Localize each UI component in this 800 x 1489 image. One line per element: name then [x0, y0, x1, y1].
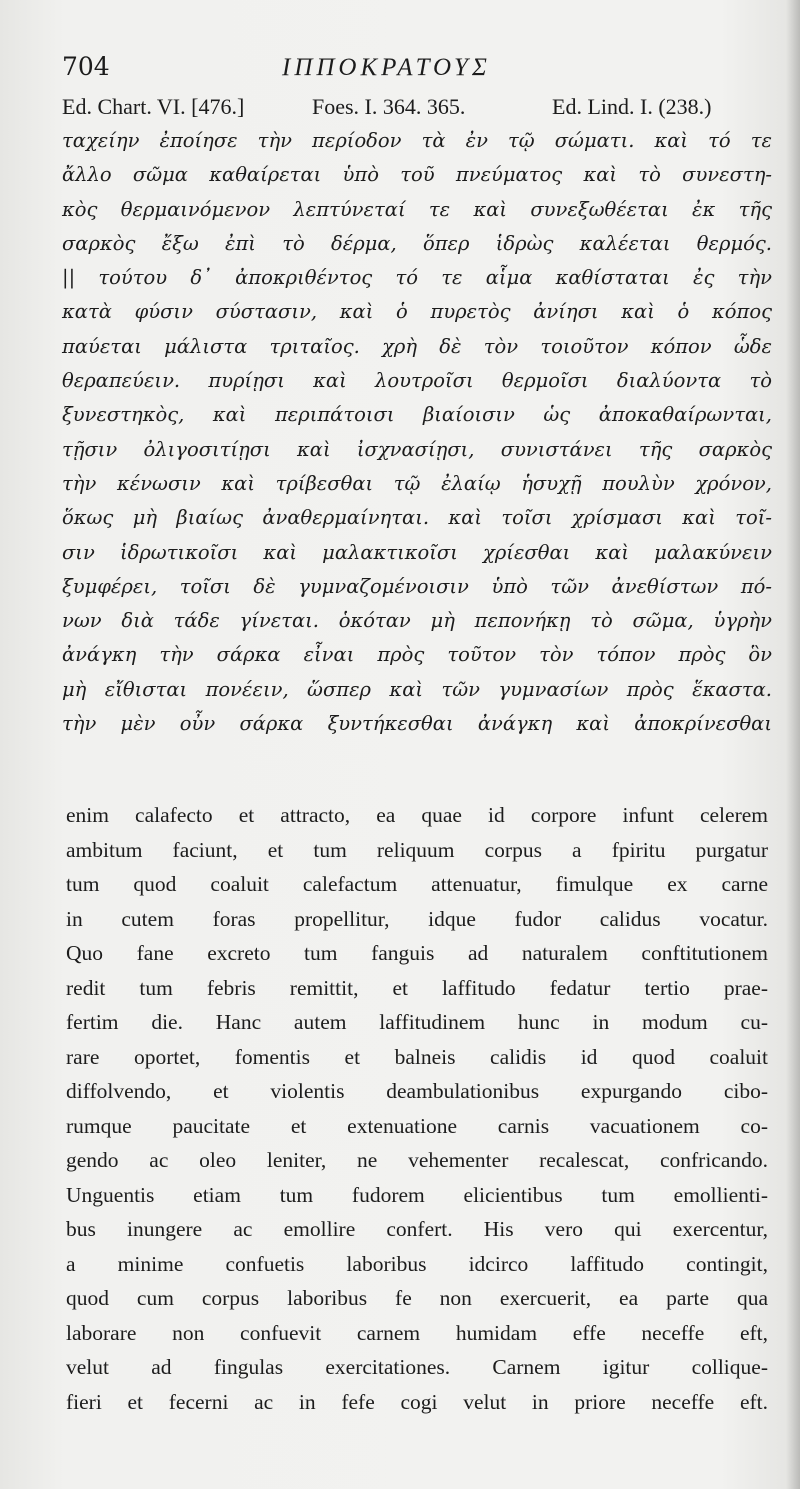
latin-text-line: tum quod coaluit calefactum attenuatur, fimulque ex carne: [66, 872, 768, 896]
latin-text-line: laborare non confuevit carnem humidam effe neceffe eft,: [66, 1320, 768, 1345]
foes-reference: Foes. I. 364. 365.: [312, 94, 466, 119]
latin-text-line: rare oportet, fomentis et balneis calidis id quod coaluit: [66, 1044, 768, 1069]
greek-text-line: ξυμφέρει, τοῖσι δὲ γυμναζομένοισιν ὑπὸ τῶν ἀνεθίστων πό-: [62, 574, 772, 598]
greek-text-block: [62, 124, 772, 741]
page-spine-shadow: [786, 0, 800, 1489]
latin-text-line: gendo ac oleo leniter, ne vehementer recalescat, confricando.: [66, 1148, 768, 1172]
greek-text-line: ἀνάγκη τὴν σάρκα εἶναι πρὸς τοῦτον τὸν τόπον πρὸς ὃν: [62, 643, 772, 667]
greek-text-line: κατὰ φύσιν σύστασιν, καὶ ὁ πυρετὸς ἀνίησι καὶ ὁ κόπος: [62, 300, 772, 324]
greek-text-line: ξυνεστηκὸς, καὶ περιπάτοισι βιαίοισιν ὡς ἀποκαθαίρωνται,: [62, 403, 772, 427]
greek-text-line: θεραπεύειν. πυρίῃσι καὶ λουτροῖσι θερμοῖσι διαλύοντα τὸ: [62, 369, 772, 393]
latin-translation-block: [66, 798, 768, 1419]
greek-text-line: ἄλλο σῶμα καθαίρεται ὑπὸ τοῦ πνεύματος καὶ τὸ συνεστη-: [62, 163, 772, 187]
latin-text-line: Unguentis etiam tum fudorem elicientibus tum emollienti-: [66, 1182, 768, 1207]
latin-text-line: quod cum corpus laboribus fe non exercuerit, ea parte qua: [66, 1286, 768, 1310]
running-title: ΙΠΠΟΚΡΑΤΟΥΣ: [282, 54, 491, 81]
greek-text-line: τὴν μὲν οὖν σάρκα ξυντήκεσθαι ἀνάγκη καὶ ἀποκρίνεσθαι: [62, 712, 772, 736]
greek-text-line: ὅκως μὴ βιαίως ἀναθερμαίνηται. καὶ τοῖσι χρίσμασι καὶ τοῖ-: [62, 506, 772, 530]
greek-text-line: μὴ εἴθισται πονέειν, ὥσπερ καὶ τῶν γυμνασίων πρὸς ἕκαστα.: [62, 677, 772, 701]
greek-text-line: ταχείην ἐποίησε τὴν περίοδον τὰ ἐν τῷ σώματι. καὶ τό τε: [62, 129, 772, 152]
greek-text-line: κὸς θερμαινόμενον λεπτύνεταί τε καὶ συνεξωθέεται ἐκ τῆς: [62, 197, 772, 221]
greek-text-line: τῇσιν ὀλιγοσιτίῃσι καὶ ἰσχνασίῃσι, συνιστάνει τῆς σαρκὸς: [62, 437, 772, 461]
latin-text-line: rumque paucitate et extenuatione carnis vacuationem co-: [66, 1113, 768, 1138]
page-header: [62, 52, 762, 92]
greek-text-line: τὴν κένωσιν καὶ τρίβεσθαι τῷ ἐλαίῳ ἡσυχῇ πουλὺν χρόνον,: [62, 471, 772, 495]
edition-references: [62, 94, 777, 124]
page-number: 704: [62, 52, 110, 81]
greek-text-line: σιν ἱδρωτικοῖσι καὶ μαλακτικοῖσι χρίεσθαι καὶ μαλακύνειν: [62, 540, 772, 564]
latin-text-line: fertim die. Hanc autem laffitudinem hunc in modum cu-: [66, 1010, 768, 1034]
latin-text-line: redit tum febris remittit, et laffitudo fedatur tertio prae-: [66, 975, 768, 1000]
latin-text-line: ambitum faciunt, et tum reliquum corpus a fpiritu purgatur: [66, 837, 768, 862]
latin-text-line: velut ad fingulas exercitationes. Carnem igitur collique-: [66, 1355, 768, 1379]
greek-text-line: || τούτου δ᾽ ἀποκριθέντος τό τε αἷμα καθίσταται ἐς τὴν: [62, 266, 772, 290]
greek-text-line: παύεται μάλιστα τριταῖος. χρὴ δὲ τὸν τοιοῦτον κόπον ὧδε: [62, 334, 772, 358]
greek-text-line: σαρκὸς ἔξω ἐπὶ τὸ δέρμα, ὅπερ ἱδρὼς καλέεται θερμός.: [62, 231, 772, 255]
greek-text-line: νων διὰ τάδε γίνεται. ὁκόταν μὴ πεπονήκῃ τὸ σῶμα, ὑγρὴν: [62, 609, 772, 633]
latin-text-line: a minime confuetis laboribus idcirco laffitudo contingit,: [66, 1251, 768, 1276]
chartier-reference: Ed. Chart. VI. [476.]: [62, 94, 245, 119]
latin-text-line: diffolvendo, et violentis deambulationibus expurgando cibo-: [66, 1079, 768, 1103]
linden-reference: Ed. Lind. I. (238.): [552, 94, 712, 119]
latin-text-line: bus inungere ac emollire confert. His vero qui exercentur,: [66, 1217, 768, 1241]
latin-text-line: enim calafecto et attracto, ea quae id corpore infunt celerem: [66, 803, 768, 827]
latin-text-line: Quo fane excreto tum fanguis ad naturalem conftitutionem: [66, 941, 768, 965]
latin-text-line: fieri et fecerni ac in fefe cogi velut in priore neceffe eft.: [66, 1389, 768, 1414]
latin-text-line: in cutem foras propellitur, idque fudor calidus vocatur.: [66, 906, 768, 931]
